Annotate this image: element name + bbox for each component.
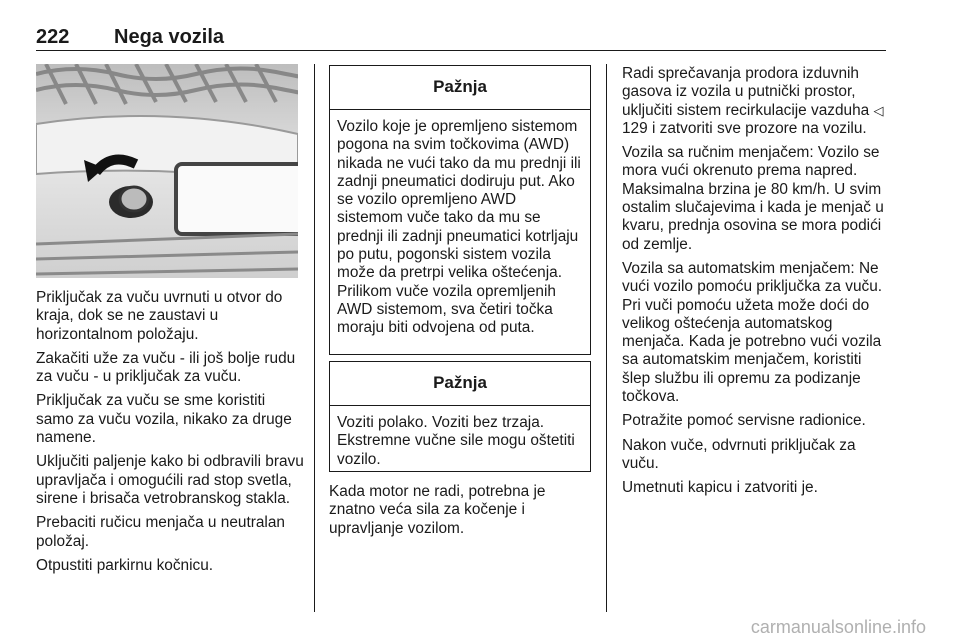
paragraph: Priključak za vuču uvrnuti u otvor do kraja, dok se ne zaustavi u horizontalnom položaju. bbox=[36, 289, 283, 343]
page-reference-icon: ◁ bbox=[873, 102, 884, 118]
header-rule bbox=[36, 50, 886, 51]
column-left bbox=[36, 289, 304, 581]
page-header bbox=[36, 26, 886, 52]
caution-box-awd bbox=[329, 65, 591, 355]
caution-text: Voziti polako. Voziti bez trzaja. Ekstremne vučne sile mogu oštetiti vozilo. bbox=[337, 414, 575, 468]
paragraph: Umetnuti kapicu i zatvoriti je. bbox=[622, 479, 818, 497]
caution-box-slow bbox=[329, 361, 591, 472]
paragraph bbox=[622, 65, 892, 138]
watermark: carmanualsonline.info bbox=[750, 617, 926, 637]
paragraph: Kada motor ne radi, potrebna je znatno veća sila za kočenje i upravljanje vozilom. bbox=[329, 483, 546, 537]
caution-heading: Pažnja bbox=[330, 362, 590, 406]
tow-eye-photo bbox=[36, 64, 298, 278]
paragraph: Nakon vuče, odvrnuti priključak za vuču. bbox=[622, 436, 856, 472]
column-divider bbox=[606, 64, 607, 612]
paragraph-text: Radi sprečavanja prodora izduvnih gasova iz vozila u putnički prostor, uključiti sistem recirkulacije vazduha bbox=[622, 65, 874, 119]
page-number: 222 bbox=[36, 26, 70, 48]
paragraph: Zakačiti uže za vuču - ili još bolje rudu za vuču - u priključak za vuču. bbox=[36, 349, 296, 386]
paragraph: Vozila sa ručnim menjačem: Vozilo se mora vući okrenuto prema napred. Maksimalna brzina je 80 km/h. U svim ostalim slučajevima i kada je menjač u kvaru, prednja osovina se mora podići od zemlje. bbox=[622, 144, 884, 253]
column-middle-text bbox=[329, 483, 591, 544]
paragraph-text: 129 i zatvoriti sve prozore na vozilu. bbox=[622, 119, 867, 137]
paragraph: Prebaciti ručicu menjača u neutralan položaj. bbox=[36, 514, 285, 550]
paragraph: Potražite pomoć servisne radionice. bbox=[622, 412, 866, 430]
paragraph: Vozila sa automatskim menjačem: Ne vući vozilo pomoću priključka za vuču. Pri vuči pomoću užeta može doći do velikog oštećenja automatskog menjača. Kada je potrebno vući vozila sa automatskim menjačem, koristiti šlep službu ili opremu za podizanje točkova. bbox=[622, 259, 883, 406]
column-right bbox=[622, 65, 892, 504]
caution-heading: Pažnja bbox=[330, 66, 590, 110]
tow-eye-illustration bbox=[36, 64, 298, 278]
paragraph: Otpustiti parkirnu kočnicu. bbox=[36, 556, 214, 574]
caution-text: Vozilo koje je opremljeno sistemom pogona na svim točkovima (AWD) nikada ne vući tako da mu prednji ili zadnji pneumatici dodiruju put. Ako se vozilo opremljeno AWD sistemom vuče tako da mu se prednji ili zadnji pneumatici kotrljaju po putu, pogonski sistem vozila može da pretrpi velika oštećenja. Prilikom vuče vozila opremljenih AWD sistemom, sva četiri točka moraju biti odvojena od puta. bbox=[337, 118, 581, 337]
paragraph: Priključak za vuču se sme koristiti samo za vuču vozila, nikako za druge namene. bbox=[36, 392, 292, 447]
page-title: Nega vozila bbox=[114, 26, 225, 48]
paragraph: Uključiti paljenje kako bi odbravili bravu upravljača i omogućili rad stop svetla, sirene i brisača vetrobranskog stakla. bbox=[36, 453, 304, 507]
column-divider bbox=[314, 64, 315, 612]
